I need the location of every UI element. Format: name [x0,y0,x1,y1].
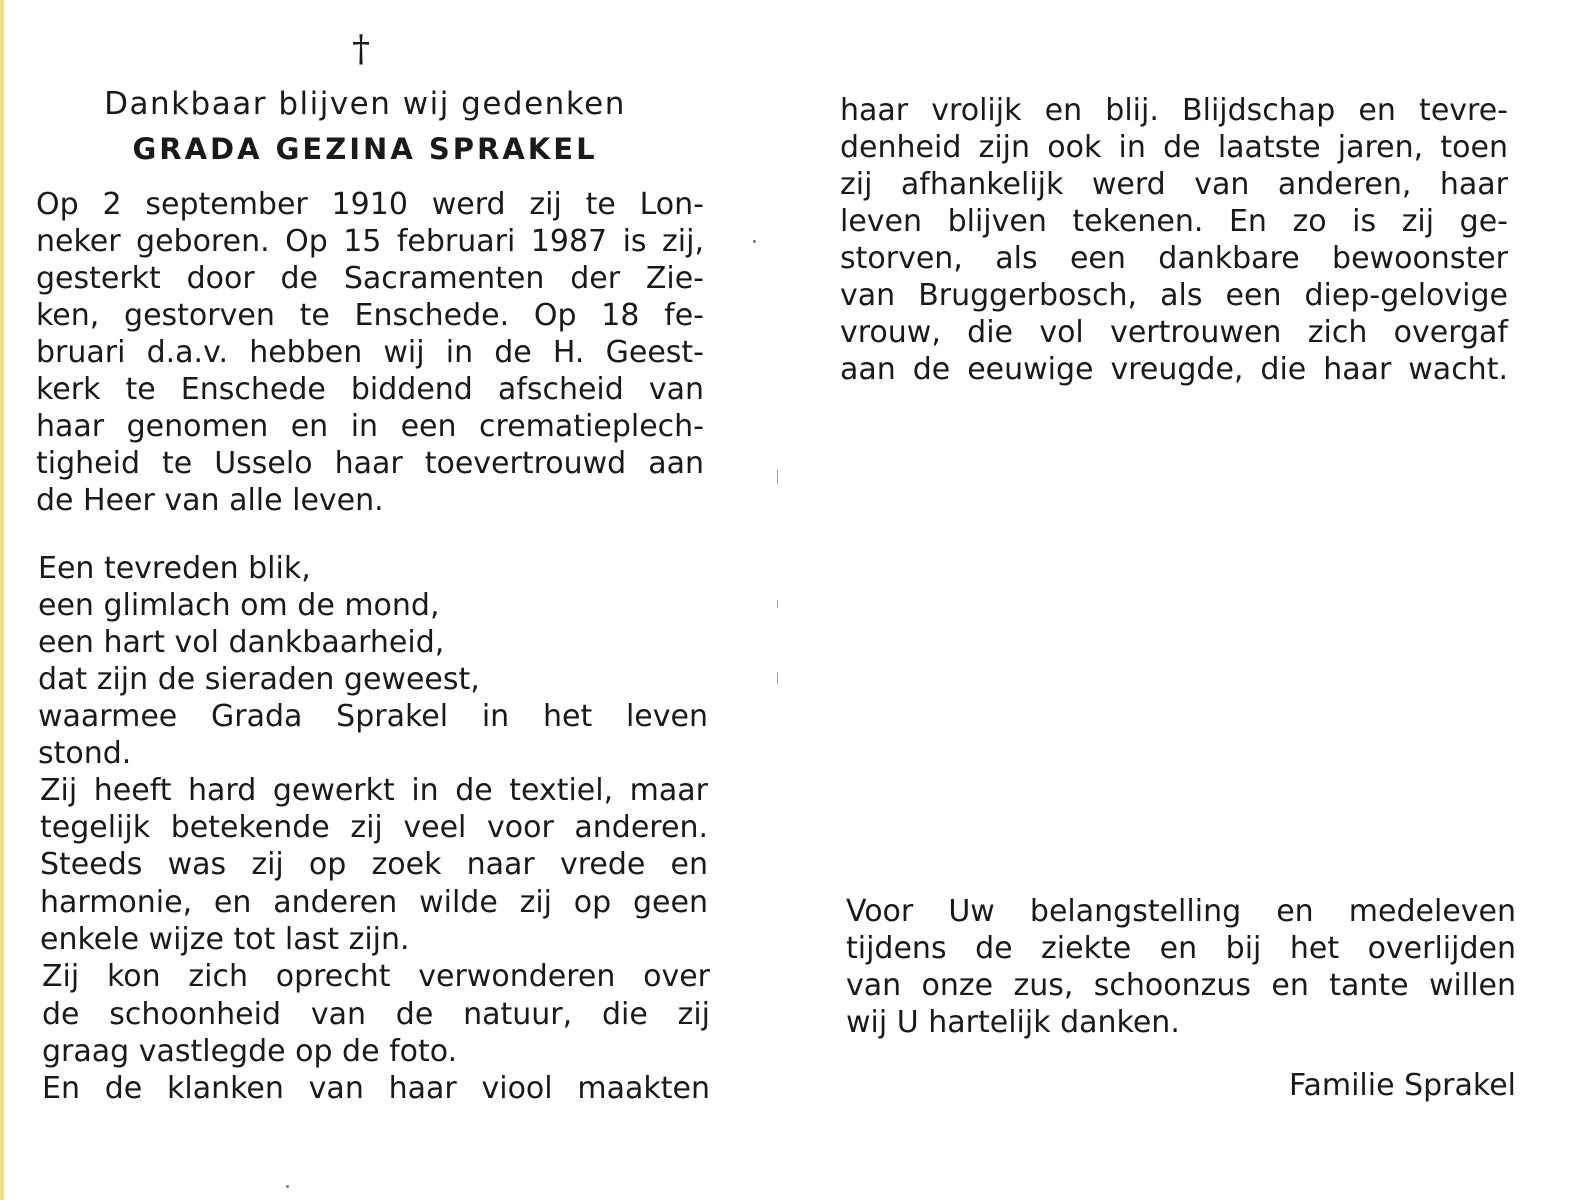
poem-line: een hart vol dankbaarheid, [38,625,445,660]
intro-line: bruari d.a.v. hebben wij in de H. Geest- [36,335,704,370]
poem-line: tegelijk betekende zij veel voor anderen. [40,810,708,845]
thanks-line: wij U hartelijk danken. [846,1005,1180,1040]
continuation-line: vrouw, die vol vertrouwen zich overgaf [840,315,1508,350]
intro-line: gesterkt door de Sacramenten der Zie- [36,261,704,296]
continuation-line: storven, als een dankbare bewoonster [840,241,1508,276]
scan-edge [0,0,4,1200]
poem-line: graag vastlegde op de foto. [42,1034,458,1069]
poem-line: Zij heeft hard gewerkt in de textiel, maar [40,773,708,808]
intro-line: kerk te Enschede biddend afscheid van [36,372,704,407]
poem-line: een glimlach om de mond, [38,588,440,623]
fold-mark [777,672,778,684]
poem-line: Zij kon zich oprecht verwonderen over [42,959,710,994]
thanks-line: tijdens de ziekte en bij het overlijden [846,931,1516,966]
intro-line: ken, gestorven te Enschede. Op 18 fe- [36,298,704,333]
poem-line: waarmee Grada Sprakel in het leven [38,699,708,734]
thanks-line: van onze zus, schoonzus en tante willen [846,968,1516,1003]
poem-line: de schoonheid van de natuur, die zij [42,997,710,1032]
intro-line: tigheid te Usselo haar toevertrouwd aan [36,446,704,481]
poem-line: Steeds was zij op zoek naar vrede en [40,847,708,882]
continuation-line: van Bruggerbosch, als een diep-gelovige [840,278,1508,313]
deceased-name: GRADA GEZINA SPRAKEL [132,132,598,166]
intro-line: haar genomen en in een crematieplech- [36,409,704,444]
signature: Familie Sprakel [1288,1068,1516,1103]
thanks-line: Voor Uw belangstelling en medeleven [846,894,1516,929]
scan-speck [753,240,756,243]
continuation-line: haar vrolijk en blij. Blijdschap en tevre- [840,93,1508,128]
fold-mark [777,470,778,484]
continuation-line: denheid zijn ook in de laatste jaren, toen [840,130,1508,165]
intro-line: neker geboren. Op 15 februari 1987 is zij, [36,224,704,259]
poem-line: enkele wijze tot last zijn. [40,922,410,957]
poem-line: stond. [38,736,132,771]
continuation-line: zij afhankelijk werd van anderen, haar [840,167,1508,202]
continuation-line: aan de eeuwige vreugde, die haar wacht. [840,352,1508,387]
poem-line: Een tevreden blik, [38,551,311,586]
memorial-heading: Dankbaar blijven wij gedenken [104,86,626,122]
poem-line: dat zijn de sieraden geweest, [38,662,480,697]
intro-line: de Heer van alle leven. [36,483,384,518]
poem-line: En de klanken van haar viool maakten [42,1071,710,1106]
cross-symbol: † [352,29,370,70]
poem-line: harmonie, en anderen wilde zij op geen [40,885,708,920]
fold-mark [777,600,778,608]
scan-speck [286,1185,289,1188]
intro-line: Op 2 september 1910 werd zij te Lon- [36,187,704,222]
continuation-line: leven blijven tekenen. En zo is zij ge- [840,204,1508,239]
